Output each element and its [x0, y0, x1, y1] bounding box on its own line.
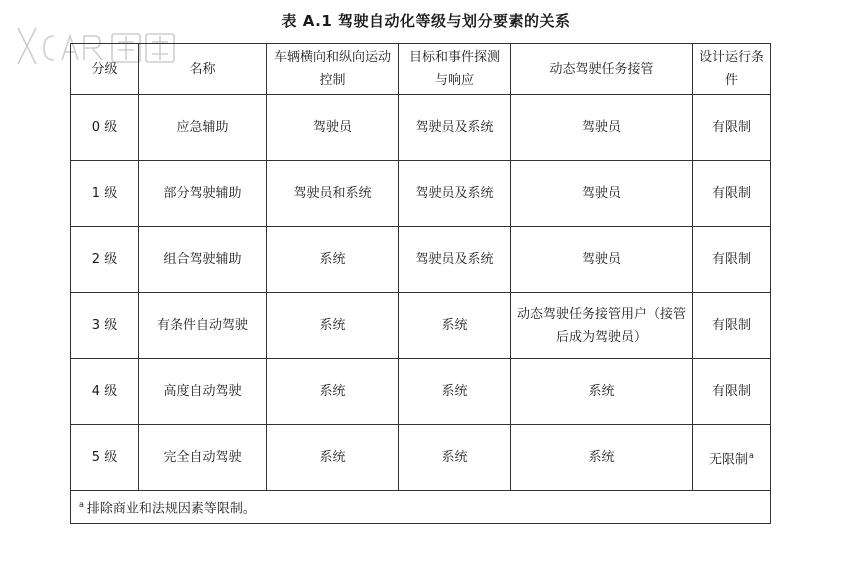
- footnote-cell: [71, 491, 771, 524]
- header-conditions: 设计运行条件: [693, 44, 771, 95]
- cell-takeover: 系统: [511, 359, 693, 425]
- table-row: [71, 227, 771, 293]
- cell-detection: 系统: [399, 293, 511, 359]
- cell-name: 应急辅助: [139, 95, 267, 161]
- cell-control: 系统: [267, 227, 399, 293]
- table-row: [71, 425, 771, 491]
- cell-level: 2 级: [71, 227, 139, 293]
- cell-detection: 系统: [399, 359, 511, 425]
- cell-conditions: 有限制: [693, 293, 771, 359]
- cell-level: 3 级: [71, 293, 139, 359]
- cell-conditions: 有限制: [693, 227, 771, 293]
- table-header-row: [71, 44, 771, 95]
- cell-detection: 驾驶员及系统: [399, 161, 511, 227]
- cell-takeover: 系统: [511, 425, 693, 491]
- cell-control: 系统: [267, 359, 399, 425]
- cell-name: 组合驾驶辅助: [139, 227, 267, 293]
- cell-level: 4 级: [71, 359, 139, 425]
- cell-conditions: 有限制: [693, 95, 771, 161]
- cell-takeover: 驾驶员: [511, 161, 693, 227]
- footnote-text: 排除商业和法规因素等限制。: [86, 501, 256, 517]
- cell-control: 驾驶员: [267, 95, 399, 161]
- cell-name: 有条件自动驾驶: [139, 293, 267, 359]
- cell-conditions-text: 无限制: [709, 452, 749, 468]
- cell-detection: 驾驶员及系统: [399, 227, 511, 293]
- cell-control: 驾驶员和系统: [267, 161, 399, 227]
- footnote-mark: a: [79, 499, 84, 509]
- table-row: [71, 95, 771, 161]
- automation-levels-table: [70, 43, 771, 524]
- header-takeover: 动态驾驶任务接管: [511, 44, 693, 95]
- cell-takeover: 驾驶员: [511, 227, 693, 293]
- cell-control: 系统: [267, 293, 399, 359]
- cell-level: 5 级: [71, 425, 139, 491]
- cell-conditions: 有限制: [693, 161, 771, 227]
- cell-conditions: 有限制: [693, 359, 771, 425]
- cell-name: 完全自动驾驶: [139, 425, 267, 491]
- header-level: 分级: [71, 44, 139, 95]
- cell-level: 1 级: [71, 161, 139, 227]
- footnote-marker: a: [749, 450, 754, 460]
- cell-name: 部分驾驶辅助: [139, 161, 267, 227]
- cell-conditions: [693, 425, 771, 491]
- header-detection: 目标和事件探测与响应: [399, 44, 511, 95]
- cell-detection: 驾驶员及系统: [399, 95, 511, 161]
- cell-level: 0 级: [71, 95, 139, 161]
- table-row: [71, 161, 771, 227]
- cell-takeover: 动态驾驶任务接管用户（接管后成为驾驶员）: [511, 293, 693, 359]
- table-row: [71, 359, 771, 425]
- cell-takeover: 驾驶员: [511, 95, 693, 161]
- cell-detection: 系统: [399, 425, 511, 491]
- header-control: 车辆横向和纵向运动控制: [267, 44, 399, 95]
- cell-control: 系统: [267, 425, 399, 491]
- table-row: [71, 293, 771, 359]
- footnote-row: [71, 491, 771, 524]
- header-name: 名称: [139, 44, 267, 95]
- cell-name: 高度自动驾驶: [139, 359, 267, 425]
- table-title: 表 A.1 驾驶自动化等级与划分要素的关系: [281, 12, 571, 30]
